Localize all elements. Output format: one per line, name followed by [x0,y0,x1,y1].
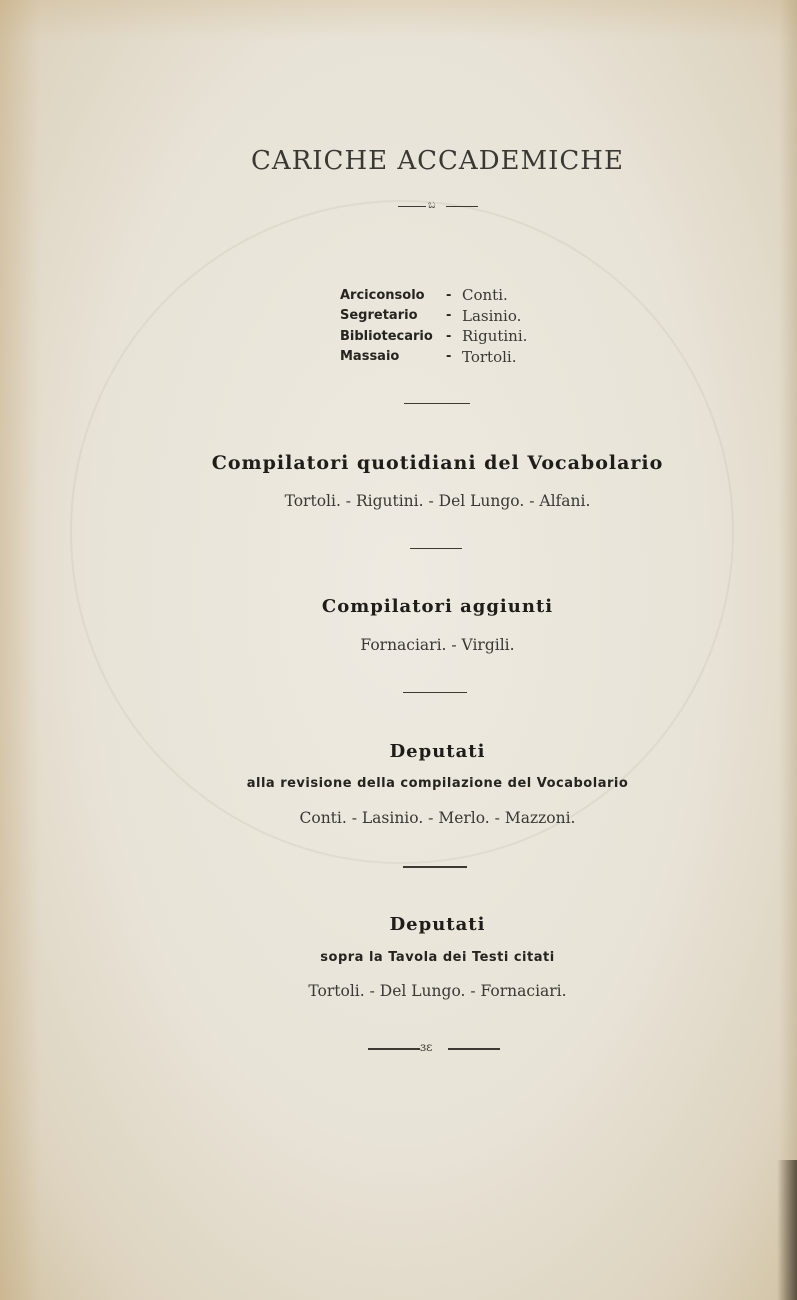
section-names: Fornaciari. - Virgili. [360,636,515,654]
officer-name: Conti. [462,286,508,305]
officer-role: Bibliotecario [340,328,433,344]
officer-role: Segretario [340,308,418,324]
officer-row [340,347,610,368]
page-edge-shading [0,0,797,40]
section-subtitle: sopra la Tavola dei Testi citati [320,950,555,965]
officer-name: Tortoli. [462,347,517,366]
section-heading: Deputati [389,914,486,935]
officer-role: Arciconsolo [340,287,425,303]
section-divider [404,403,470,404]
ornament-rule-right [448,1048,500,1050]
ornament-flourish: ಬ [428,198,436,211]
section-heading: Compilatori aggiunti [321,596,554,617]
officer-dash: - [446,308,452,324]
officer-role: Massaio [340,349,400,365]
ornament-rule-right [446,206,478,207]
officers-list [340,285,610,367]
section-divider [403,692,467,693]
officer-dash: - [446,328,452,344]
ornament-rule-left [398,206,426,207]
section-names: Tortoli. - Del Lungo. - Fornaciari. [308,982,567,1000]
section-heading: Compilatori quotidiani del Vocabolario [211,452,664,474]
officer-row [340,306,610,327]
officer-name: Lasinio. [462,306,522,325]
ornament-rule-left [368,1048,420,1050]
section-divider [403,866,467,868]
page-corner-shadow [777,1160,797,1300]
officer-row [340,285,610,306]
ornament-flourish: ɜɛ [420,1040,433,1054]
officer-name: Rigutini. [462,327,528,346]
section-divider [410,548,462,549]
officer-row [340,326,610,347]
page-title: CARICHE ACCADEMICHE [251,146,624,176]
section-heading: Deputati [389,741,486,762]
section-subtitle: alla revisione della compilazione del Vocabolario [246,776,629,791]
section-names: Conti. - Lasinio. - Merlo. - Mazzoni. [299,809,576,827]
officer-dash: - [446,287,452,303]
officer-dash: - [446,349,452,365]
section-names: Tortoli. - Rigutini. - Del Lungo. - Alfani. [284,492,591,510]
